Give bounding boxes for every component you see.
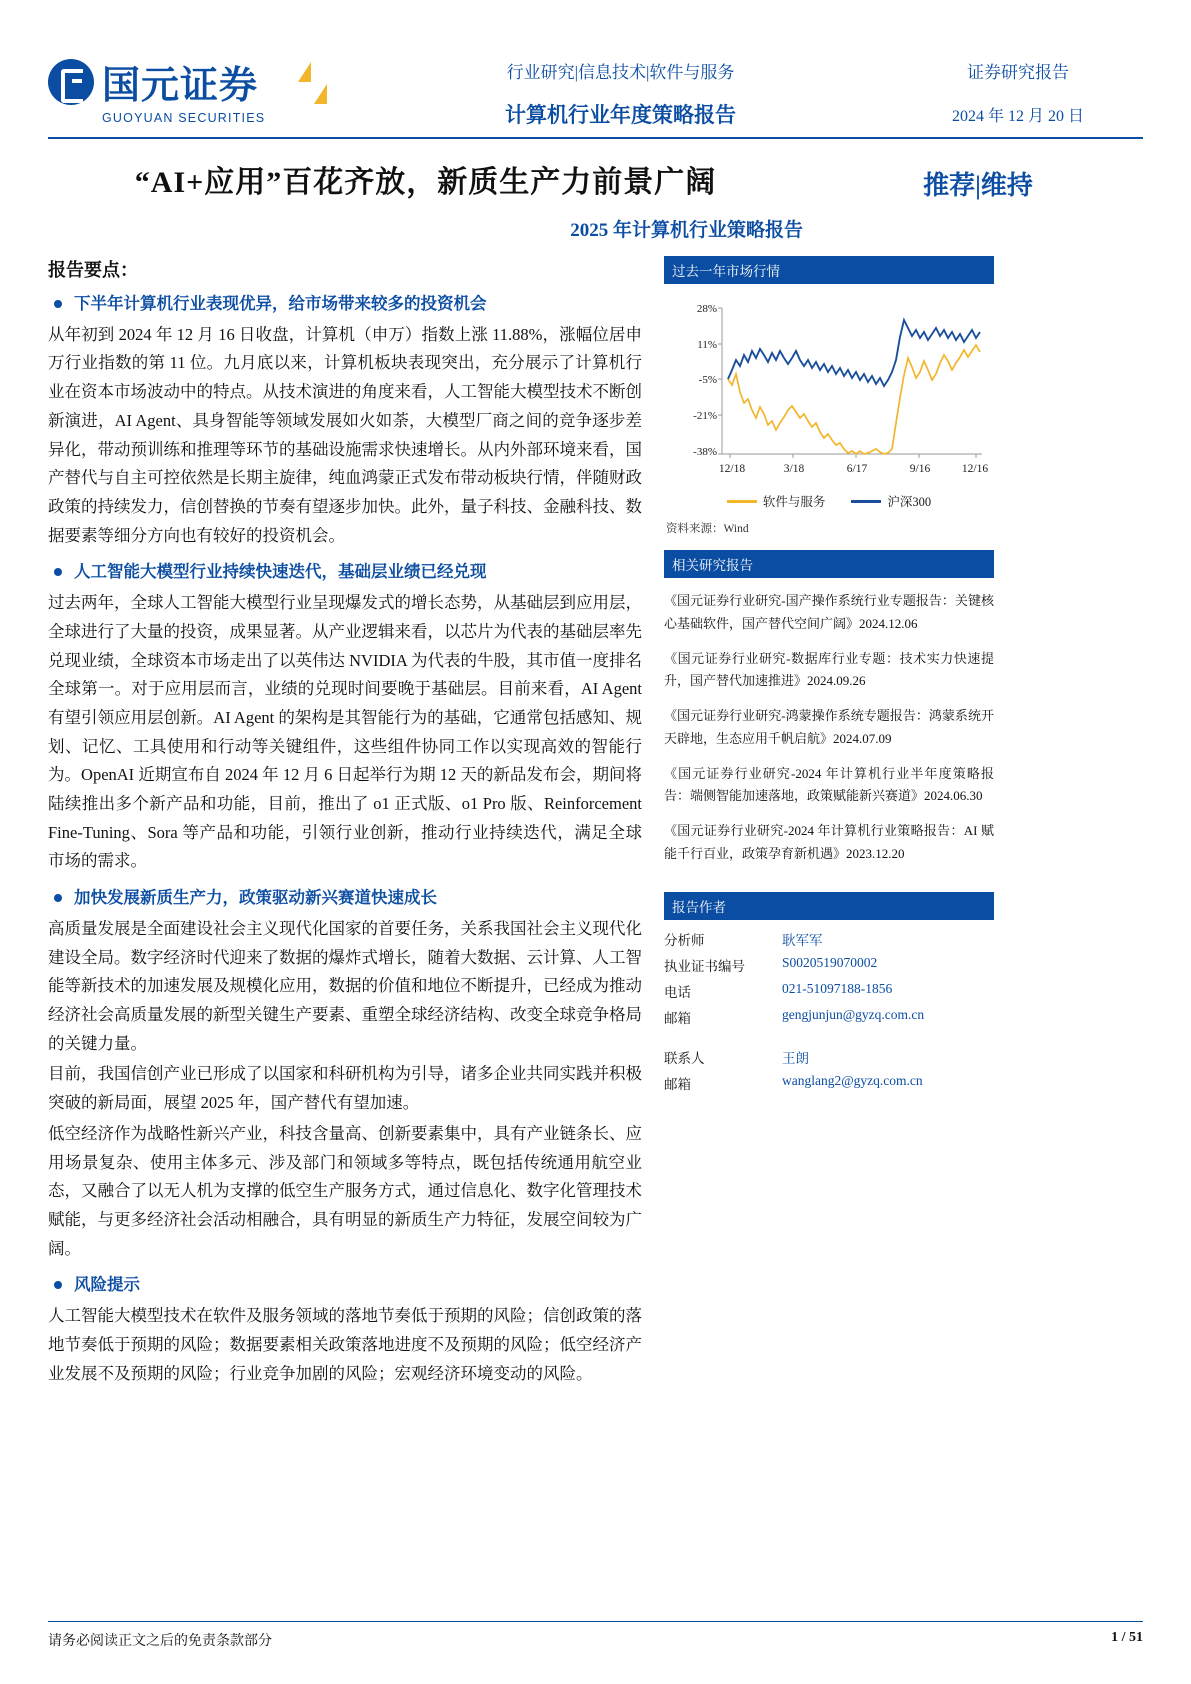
row-key: 联系人 (664, 1050, 705, 1066)
content-columns (48, 256, 1143, 1390)
row-value: 耿军军 (782, 932, 823, 948)
brand-name-cn: 国元证券 (102, 65, 259, 107)
section-head-label: 加快发展新质生产力，政策驱动新兴赛道快速成长 (74, 888, 437, 908)
paragraph: 从年初到 2024 年 12 月 16 日收盘，计算机（申万）指数上涨 11.88%，涨幅位居申万行业指数的第 11 位。九月底以来，计算机板块表现突出，充分展示了计算机行业在资本市场波动中的特点。从技术演进的角度来看，人工智能大模型技术不断创新演进，AI Agent、具身智能等领域发展如火如荼，大模型厂商之间的竞争逐步差异化，带动预训练和推理等环节的基础设施需求快速增长。从内外部环境来看，国产替代与自主可控依然是长期主旋律，纯血鸿蒙正式发布带动板块行情，伴随财政政策的持续发力，信创替换的节奏有望逐步加快。此外，量子科技、金融科技、数据要素等细分方向也有较好的投资机会。 (48, 324, 642, 545)
brand-name-en: GUOYUAN SECURITIES (102, 111, 266, 125)
bullet-dot-icon (54, 568, 62, 576)
header-center (348, 40, 893, 129)
header-right (893, 40, 1143, 126)
table-row (664, 1070, 994, 1096)
svg-text:9/16: 9/16 (909, 463, 931, 475)
legend-item-software (727, 492, 826, 510)
table-row (664, 1004, 994, 1030)
page-number: 1 / 51 (1111, 1630, 1143, 1645)
row-value: 021-51097188-1856 (782, 980, 893, 996)
report-type: 计算机行业年度策略报告 (505, 103, 736, 127)
doc-kind: 证券研究报告 (967, 63, 1069, 82)
section-head (48, 292, 642, 317)
table-row (664, 978, 994, 1004)
bullet-dot-icon (54, 1281, 62, 1289)
points-heading: 报告要点： (48, 260, 138, 280)
guoyuan-logo-icon (48, 59, 94, 105)
row-key: 电话 (664, 984, 691, 1000)
svg-text:6/17: 6/17 (846, 463, 868, 475)
page-footer (48, 1621, 1143, 1650)
table-row (664, 926, 994, 952)
section-head-label: 风险提示 (74, 1275, 140, 1295)
chart-legend (670, 492, 988, 510)
bullet-dot-icon (54, 894, 62, 902)
report-date: 2024 年 12 月 20 日 (951, 108, 1084, 125)
authors-table (664, 926, 994, 1096)
svg-text:11%: 11% (697, 339, 717, 351)
section-head (48, 886, 642, 911)
paragraph: 高质量发展是全面建设社会主义现代化国家的首要任务，关系我国社会主义现代化建设全局。数字经济时代迎来了数据的爆炸式增长，随着大数据、云计算、人工智能等新技术的加速发展及规模化应用，数据的价值和地位不断提升，已经成为推动经济社会高质量发展的新型关键生产要素、重塑全球经济结构、改变全球竞争格局的关键力量。 (48, 918, 642, 1053)
svg-text:28%: 28% (696, 303, 717, 315)
list-item[interactable]: 《国元证券行业研究-国产操作系统行业专题报告：关键核心基础软件，国产替代空间广阔》2024.12.06 (664, 593, 994, 631)
paragraph: 人工智能大模型技术在软件及服务领域的落地节奏低于预期的风险；信创政策的落地节奏低于预期的风险；数据要素相关政策落地进度不及预期的风险；低空经济产业发展不及预期的风险；行业竞争加剧的风险；宏观经济环境变动的风险。 (48, 1306, 642, 1383)
section-head (48, 560, 642, 585)
market-panel-title: 过去一年市场行情 (664, 256, 994, 284)
svg-text:-5%: -5% (698, 374, 717, 386)
list-item[interactable]: 《国元证券行业研究-数据库行业专题：技术实力快速提升，国产替代加速推进》2024.09.26 (664, 650, 994, 689)
svg-text:-21%: -21% (693, 410, 717, 422)
breadcrumb: 行业研究|信息技术|软件与服务 (506, 63, 735, 82)
market-chart-svg (670, 294, 988, 490)
header-divider (48, 137, 1143, 139)
page-subtitle: 2025 年计算机行业策略报告 (570, 220, 803, 241)
table-row (664, 1044, 994, 1070)
related-reports-list (664, 590, 994, 866)
paragraph: 低空经济作为战略性新兴产业，科技含量高、创新要素集中，具有产业链条长、应用场景复杂、使用主体多元、涉及部门和领域多等特点，既包括传统通用航空业态，又融合了以无人机为支撑的低空生产服务方式，通过信息化、数字化管理技术赋能，与更多经济社会活动相融合，具有明显的新质生产力特征，发展空间较为广阔。 (48, 1123, 642, 1258)
row-key: 执业证书编号 (664, 958, 745, 974)
legend-swatch (727, 500, 757, 503)
row-value: 王朗 (782, 1050, 809, 1066)
paragraph: 目前，我国信创产业已形成了以国家和科研机构为引导，诸多企业共同实践并积极突破的新局面，展望 2025 年，国产替代有望加速。 (48, 1064, 642, 1113)
row-value: S0020519070002 (782, 954, 878, 970)
row-key: 分析师 (664, 932, 705, 948)
title-area (48, 157, 1143, 242)
footer-disclaimer: 请务必阅读正文之后的免责条款部分 (48, 1634, 272, 1649)
page-title: “AI+应用”百花齐放，新质生产力前景广阔 (134, 166, 717, 199)
legend-label: 软件与服务 (762, 495, 826, 509)
list-item[interactable]: 《国元证券行业研究-2024 年计算机行业半年度策略报告：端侧智能加速落地，政策赋能新兴赛道》2024.06.30 (664, 765, 994, 804)
page-header (48, 0, 1143, 129)
row-key: 邮箱 (664, 1076, 691, 1092)
paragraph: 过去两年，全球人工智能大模型行业呈现爆发式的增长态势，从基础层到应用层，全球进行了大量的投资，成果显著。从产业逻辑来看，以芯片为代表的基础层率先兑现业绩，全球资本市场走出了以英伟达 NVIDIA 为代表的牛股，其市值一度排名全球第一。对于应用层而言，业绩的兑现时间要晚于基础层。目前来看，AI Agent 有望引领应用层创新。AI Agent 的架构是其智能行为的基础，它通常包括感知、规划、记忆、工具使用和行动等关键组件，这些组件协同工作以实现高效的智能行为。OpenAI 近期宣布自 2024 年 12 月 6 日起举行为期 12 天的新品发布会，期间将陆续推出多个新产品和功能，目前，推出了 o1 正式版、o1 Pro 版、Reinforcement Fine-Tuning、Sora 等产品和功能，引领行业创新，推动行业持续迭代，满足全球市场的需求。 (48, 593, 642, 871)
brand-logo (48, 40, 348, 125)
market-chart (664, 284, 994, 514)
table-row (664, 952, 994, 978)
legend-item-csi300 (851, 492, 931, 510)
list-item[interactable]: 《国元证券行业研究-鸿蒙操作系统专题报告：鸿蒙系统开天辟地，生态应用千帆启航》2024.07.09 (664, 708, 994, 746)
row-key: 邮箱 (664, 1010, 691, 1026)
sidebar (664, 256, 994, 1390)
svg-text:12/16: 12/16 (961, 463, 988, 475)
section-head (48, 1273, 642, 1298)
authors-panel-title: 报告作者 (664, 892, 994, 920)
section-head-label: 人工智能大模型行业持续快速迭代，基础层业绩已经兑现 (74, 562, 487, 582)
list-item[interactable]: 《国元证券行业研究-2024 年计算机行业策略报告：AI 赋能千行百业，政策孕育新机遇》2023.12.20 (664, 823, 994, 861)
report-points (48, 256, 664, 1390)
svg-text:3/18: 3/18 (783, 463, 805, 475)
row-value-email[interactable]: gengjunjun@gyzq.com.cn (782, 1006, 925, 1022)
section-head-label: 下半年计算机行业表现优异，给市场带来较多的投资机会 (74, 294, 487, 313)
legend-label: 沪深300 (887, 495, 932, 509)
chart-source: 资料来源：Wind (666, 523, 749, 535)
svg-text:-38%: -38% (693, 446, 717, 458)
bullet-dot-icon (54, 300, 62, 308)
svg-text:12/18: 12/18 (718, 463, 746, 475)
related-panel-title: 相关研究报告 (664, 550, 994, 578)
legend-swatch (851, 500, 881, 503)
rating-badge: 推荐|维持 (923, 171, 1033, 200)
row-value-email[interactable]: wanglang2@gyzq.com.cn (782, 1072, 923, 1088)
